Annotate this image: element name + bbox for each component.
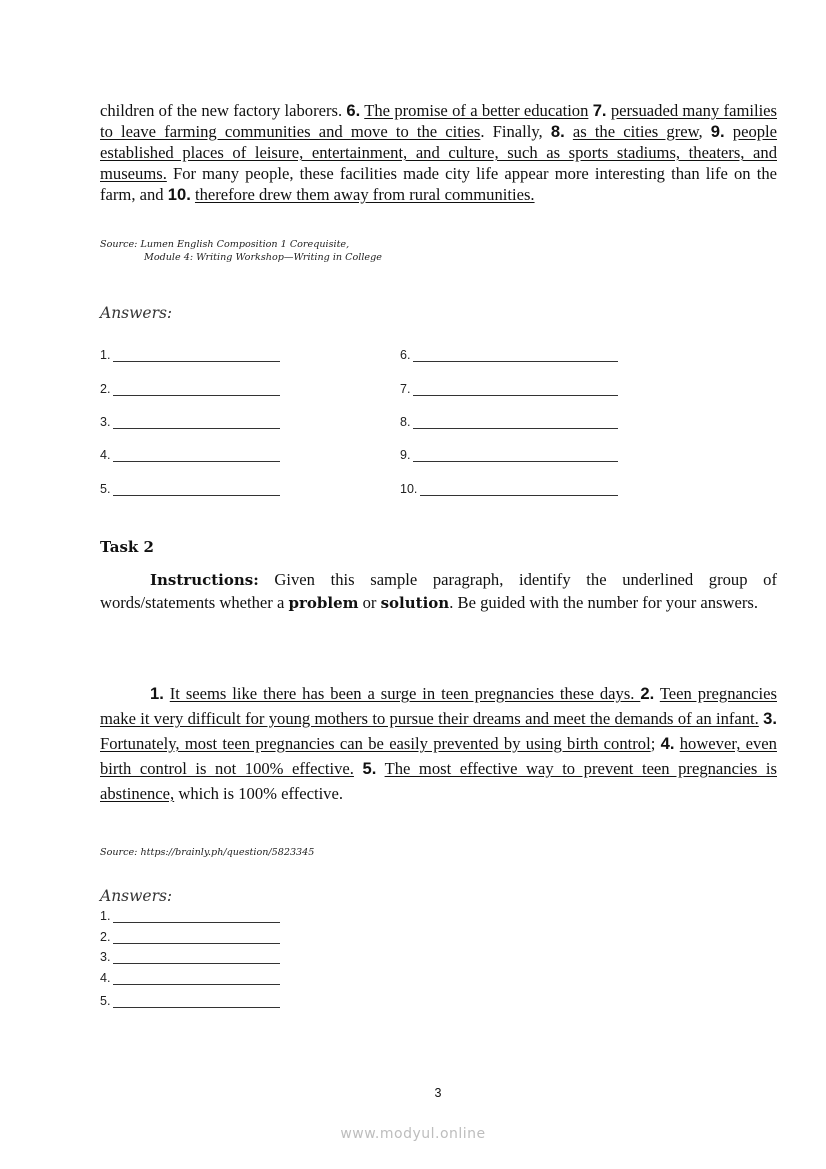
answer-blank[interactable] <box>113 995 280 1008</box>
task1-answer-3[interactable]: 3. <box>100 415 280 429</box>
task1-answer-10[interactable]: 10. <box>400 482 618 496</box>
task2-answer-2[interactable]: 2. <box>100 930 280 944</box>
task2-title: Task 2 <box>100 538 154 556</box>
underlined-statement-2: Teen pregnancies make it very difficult for young mothers to pursue their dreams and meet the demands of an infant. <box>100 684 777 728</box>
task1-answer-7[interactable]: 7. <box>400 382 618 396</box>
watermark: www.modyul.online <box>340 1126 486 1142</box>
keyword-problem: problem <box>288 593 359 612</box>
underlined-statement-9: people established places of leisure, entertainment, and culture, such as sports stadiums, theaters, and museums. <box>100 122 778 183</box>
task1-answer-1[interactable]: 1. <box>100 348 280 362</box>
task2-source: Source: https://brainly.ph/question/5823345 <box>100 847 315 858</box>
task1-answer-9[interactable]: 9. <box>400 448 618 462</box>
answer-blank[interactable] <box>113 383 280 396</box>
answer-blank[interactable] <box>113 910 280 923</box>
answer-blank[interactable] <box>413 449 618 462</box>
page-number: 3 <box>434 1086 442 1100</box>
task1-answer-6[interactable]: 6. <box>400 348 618 362</box>
answer-blank[interactable] <box>113 416 280 429</box>
underlined-statement-10: therefore drew them away from rural communities. <box>194 185 535 204</box>
task1-answer-4[interactable]: 4. <box>100 448 280 462</box>
task1-answer-5[interactable]: 5. <box>100 482 280 496</box>
task2-answer-4[interactable]: 4. <box>100 971 280 985</box>
keyword-solution: solution <box>380 593 450 612</box>
marker-1: 1. <box>150 684 164 703</box>
task1-answer-2[interactable]: 2. <box>100 382 280 396</box>
underlined-statement-7: persuaded many families to leave farming communities and move to the cities <box>100 101 777 141</box>
underlined-statement-5: The most effective way to prevent teen pregnancies is abstinence, <box>100 759 777 803</box>
task2-answer-1[interactable]: 1. <box>100 909 280 923</box>
task2-answer-5[interactable]: 5. <box>100 994 280 1008</box>
task2-answers-label: Answers: <box>100 887 173 905</box>
task2-paragraph: 1. It seems like there has been a surge in teen pregnancies these days. 2. Teen pregnancies make it very difficult for young mothers to pursue their dreams and meet the demands of an infant. 3. Fortunately, most teen pregnancies can be easily prevented by using birth control; 4. however, even birth control is not 100% effective. 5. The most effective way to prevent teen pregnancies is abstinence, which is 100% effective. <box>100 684 777 803</box>
marker-2: 2. <box>640 684 655 703</box>
answer-blank[interactable] <box>113 972 280 985</box>
answer-blank[interactable] <box>113 483 280 496</box>
answer-blank[interactable] <box>113 449 280 462</box>
marker-8: 8. <box>550 122 565 141</box>
task1-source: Source: Lumen English Composition 1 Corequisite, Module 4: Writing Workshop—Writing in College <box>100 239 382 263</box>
marker-9: 9. <box>710 122 725 141</box>
marker-3: 3. <box>763 709 777 728</box>
underlined-statement-3: Fortunately, most teen pregnancies can be easily prevented by using birth control <box>100 734 651 753</box>
answer-blank[interactable] <box>113 951 280 964</box>
marker-5: 5. <box>362 759 377 778</box>
answer-blank[interactable] <box>113 349 280 362</box>
task2-instructions: Instructions: Given this sample paragraph, identify the underlined group of words/statements whether a problem or solution. Be guided with the number for your answers. <box>100 570 777 612</box>
underlined-statement-4: however, even birth control is not 100% effective. <box>100 734 777 778</box>
task1-answer-8[interactable]: 8. <box>400 415 618 429</box>
marker-6: 6. <box>346 101 361 120</box>
underlined-statement-6: The promise of a better education <box>364 101 589 120</box>
marker-4: 4. <box>660 734 675 753</box>
marker-7: 7. <box>592 101 607 120</box>
answer-blank[interactable] <box>413 349 618 362</box>
task1-answers-label: Answers: <box>100 304 173 322</box>
instructions-label: Instructions: <box>150 571 259 589</box>
answer-blank[interactable] <box>113 931 280 944</box>
underlined-statement-8: as the cities grew <box>572 122 699 141</box>
answer-blank[interactable] <box>413 383 618 396</box>
task2-answer-3[interactable]: 3. <box>100 950 280 964</box>
underlined-statement-1: It seems like there has been a surge in teen pregnancies these days. <box>169 684 641 703</box>
task1-paragraph: children of the new factory laborers. 6. The promise of a better education 7. persuaded many families to leave farming communities and move to the cities. Finally, 8. as the cities grew, 9. people established places of leisure, entertainment, and culture, such as sports stadiums, theaters, and museums. For many people, these facilities made city life appear more interesting than life on the farm, and 10. therefore drew them away from rural communities. <box>100 101 778 204</box>
marker-10: 10. <box>167 185 191 204</box>
answer-blank[interactable] <box>413 416 618 429</box>
answer-blank[interactable] <box>420 483 618 496</box>
